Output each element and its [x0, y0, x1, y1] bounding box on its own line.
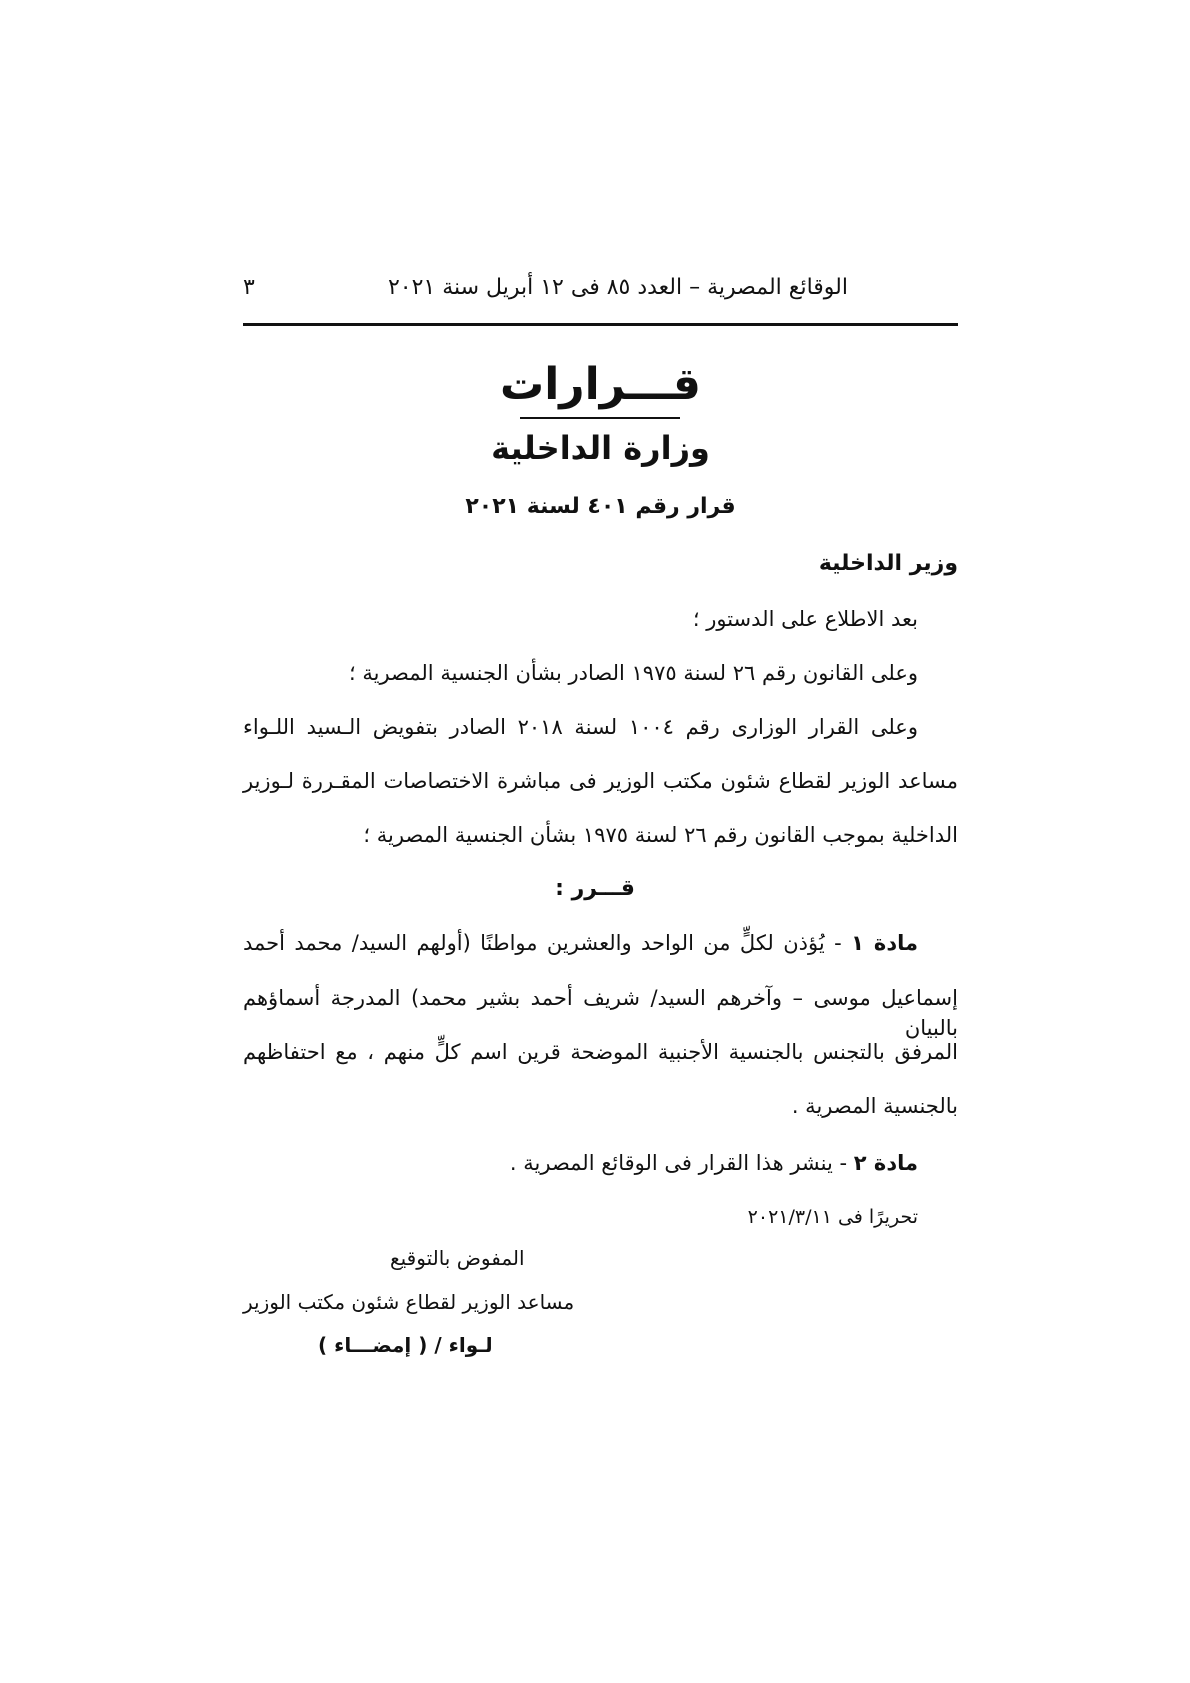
preamble-line: وعلى القرار الوزارى رقم ١٠٠٤ لسنة ٢٠١٨ الصادر بتفويض الـسيد اللـواء [243, 715, 918, 739]
signature-title: مساعد الوزير لقطاع شئون مكتب الوزير [243, 1290, 575, 1314]
page-number: ٣ [243, 275, 255, 300]
title-underline [520, 417, 680, 419]
article-1-line: بالجنسية المصرية . [791, 1094, 958, 1118]
article-1-line: إسماعيل موسى – وآخرهم السيد/ شريف أحمد بشير محمد) المدرجة أسماؤهم بالبيان [243, 986, 958, 1040]
decree-number: قرار رقم ٤٠١ لسنة ٢٠٢١ [465, 494, 736, 519]
article-1-line: المرفق بالتجنس بالجنسية الأجنبية الموضحة قرين اسم كلٍّ منهم ، مع احتفاظهم [243, 1040, 958, 1064]
preamble-line: وعلى القانون رقم ٢٦ لسنة ١٩٧٥ الصادر بشأن الجنسية المصرية ؛ [349, 661, 918, 685]
article-1-label: مادة ١ [851, 931, 918, 955]
minister-heading: وزير الداخلية [818, 551, 958, 576]
article-1-line [243, 928, 918, 958]
article-2-label: مادة ٢ [853, 1151, 918, 1175]
article-2-text: - ينشر هذا القرار فى الوقائع المصرية . [509, 1151, 848, 1175]
preamble-line: الداخلية بموجب القانون رقم ٢٦ لسنة ١٩٧٥ بشأن الجنسية المصرية ؛ [363, 823, 958, 847]
running-title: الوقائع المصرية – العدد ٨٥ فى ١٢ أبريل سنة ٢٠٢١ [387, 275, 848, 300]
section-title: قـــرارات [499, 359, 701, 410]
decided-heading: قـــرر : [555, 876, 635, 901]
preamble-line: مساعد الوزير لقطاع شئون مكتب الوزير فى مباشرة الاختصاصات المقـررة لـوزير [243, 769, 958, 793]
date-line: تحريرًا فى ٢٠٢١/٣/١١ [747, 1206, 918, 1228]
ministry-heading: وزارة الداخلية [491, 429, 710, 467]
preamble-line: بعد الاطلاع على الدستور ؛ [692, 607, 918, 631]
signature-authorized: المفوض بالتوقيع [390, 1246, 525, 1270]
article-1-text: - يُؤذن لكلٍّ من الواحد والعشرين مواطنًا (أولهم السيد/ محمد أحمد [243, 931, 842, 955]
signature-rank: لـواء / ( إمضـــاء ) [318, 1333, 493, 1357]
article-2-line [510, 1148, 918, 1178]
header-rule [243, 323, 958, 326]
